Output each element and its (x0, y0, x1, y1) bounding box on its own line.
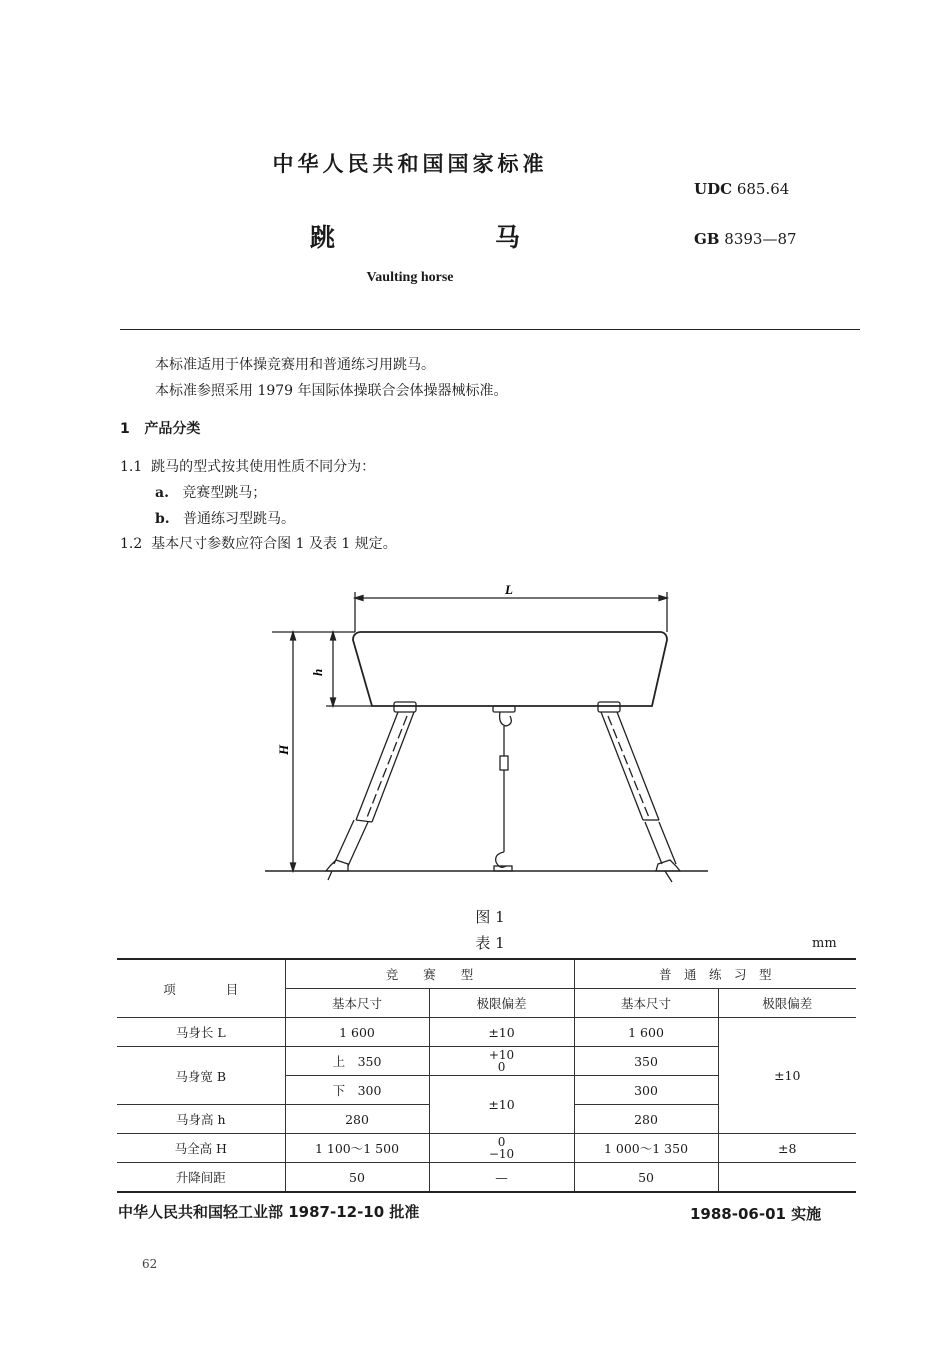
header-prac-tol: 极限偏差 (718, 989, 856, 1018)
dim-L-arrow-left (355, 596, 363, 601)
country-standard-title: 中华人民共和国国家标准 (272, 152, 548, 176)
right-leg (598, 702, 680, 882)
dim-h-label: h (310, 668, 325, 676)
dim-H-label: H (276, 744, 291, 755)
header-practice: 普 通 练 习 型 (574, 959, 856, 989)
intro-line-2: 本标准参照采用 1979 年国际体操联合会体操器械标准。 (155, 383, 508, 399)
implementation-date: 1988-06-01 实施 (690, 1205, 822, 1223)
item-1-1: 1.1 跳马的型式按其使用性质不同分为： (120, 459, 376, 475)
spec-table (117, 958, 856, 1193)
item-1-1-a: a. 竞赛型跳马； (155, 485, 267, 501)
header-comp-tol: 极限偏差 (429, 989, 574, 1018)
table-unit: mm (812, 936, 837, 951)
header-competition: 竞 赛 型 (285, 959, 574, 989)
gb-code: GB 8393—87 (694, 230, 797, 248)
dim-L-label: L (505, 582, 513, 597)
table-row: 马全高 H 1 100～1 500 0 −10 1 000～1 350 ±8 (117, 1134, 856, 1163)
title-char-1: 跳 (310, 223, 336, 252)
table-row: 下 300 ±10 300 (117, 1076, 856, 1105)
table-caption: 表 1 (475, 934, 505, 952)
header-item: 项 目 (117, 959, 285, 1018)
dim-L-arrow-right (659, 596, 667, 601)
figure-caption: 图 1 (475, 908, 505, 926)
intro-line-1: 本标准适用于体操竞赛用和普通练习用跳马。 (155, 357, 435, 373)
udc-code: UDC 685.64 (694, 180, 790, 198)
approval-line: 中华人民共和国轻工业部 1987-12-10 批准 (118, 1203, 420, 1221)
title-char-2: 马 (494, 223, 520, 252)
horse-body (353, 632, 667, 706)
table-row: 马身宽 B 上 350 +10 0 350 (117, 1047, 856, 1076)
left-leg (326, 702, 416, 880)
header-comp-basic: 基本尺寸 (285, 989, 429, 1018)
english-title: Vaulting horse (366, 270, 454, 285)
section-1-heading: 1 产品分类 (120, 421, 201, 437)
table-row: 升降间距 50 — 50 (117, 1163, 856, 1193)
item-1-1-b: b. 普通练习型跳马。 (155, 511, 296, 527)
center-tension-rod (493, 706, 515, 871)
table-row: 马身高 h 280 280 (117, 1105, 856, 1134)
table-row: 马身长 L 1 600 ±10 1 600 ±10 (117, 1018, 856, 1047)
item-1-2: 1.2 基本尺寸参数应符合图 1 及表 1 规定。 (120, 536, 397, 552)
prac-tol-merged: ±10 (718, 1018, 856, 1134)
header-prac-basic: 基本尺寸 (574, 989, 718, 1018)
page-number: 62 (142, 1257, 158, 1271)
